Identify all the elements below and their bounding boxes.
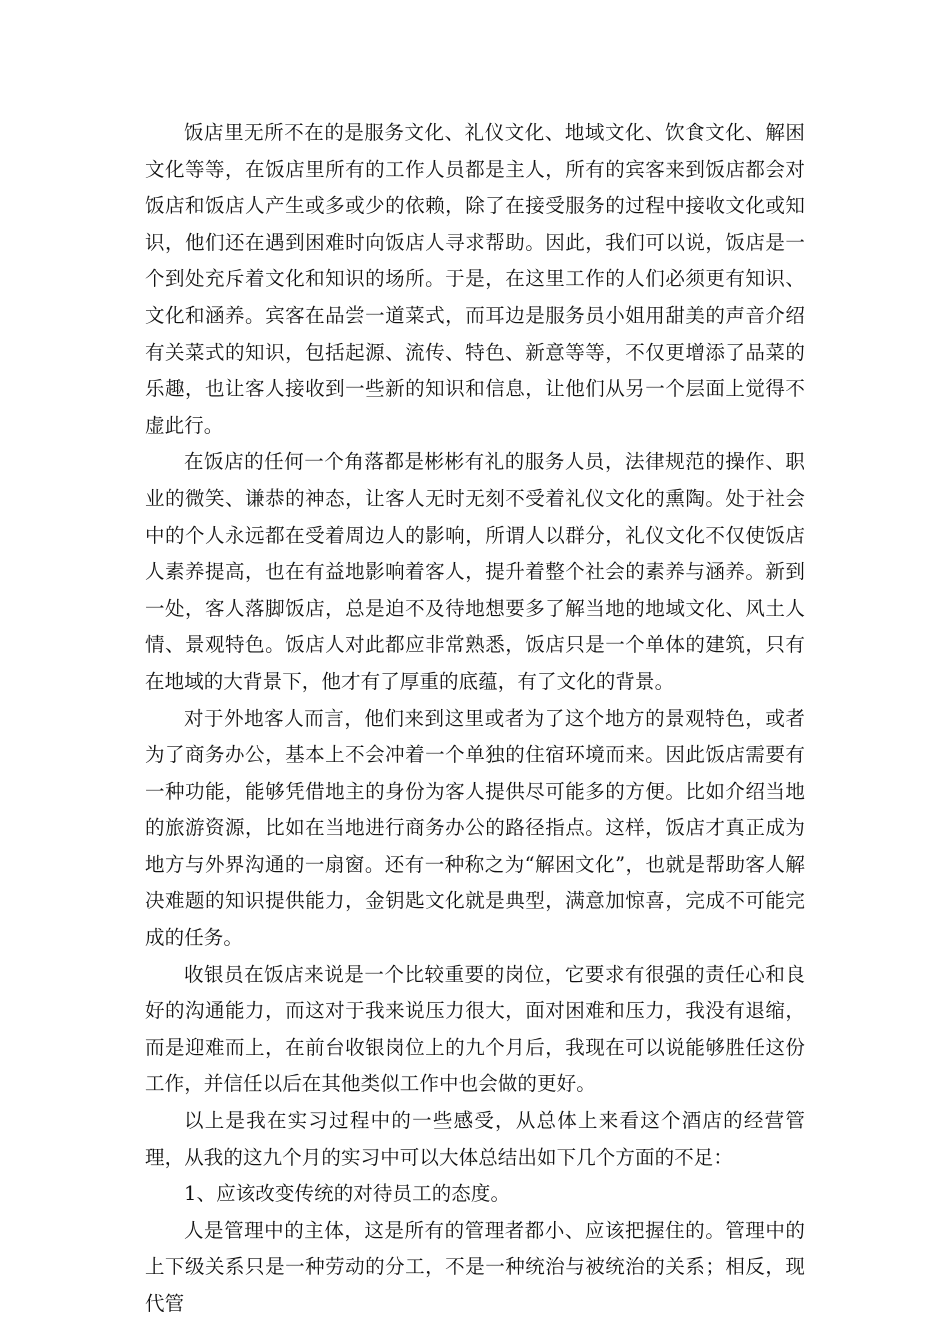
- paragraph-summary-intro: 以上是我在实习过程中的一些感受，从总体上来看这个酒店的经营管理，从我的这九个月的实习中可以大体总结出如下几个方面的不足：: [145, 1109, 805, 1169]
- paragraph-management-subject: 人是管理中的主体，这是所有的管理者都小、应该把握住的。管理中的上下级关系只是一种劳动的分工，不是一种统治与被统治的关系；相反，现代管: [145, 1218, 805, 1315]
- paragraph-guest-needs: 对于外地客人而言，他们来到这里或者为了这个地方的景观特色，或者为了商务办公，基本上不会冲着一个单独的住宿环境而来。因此饭店需要有一种功能，能够凭借地主的身份为客人提供尽可能多的方便。比如介绍当地的旅游资源，比如在当地进行商务办公的路径指点。这样，饭店才真正成为地方与外界沟通的一扇窗。还有一种称之为“解困文化”，也就是帮助客人解决难题的知识提供能力，金钥匙文化就是典型，满意加惊喜，完成不可能完成的任务。: [145, 706, 805, 950]
- paragraph-etiquette-culture: 在饭店的任何一个角落都是彬彬有礼的服务人员，法律规范的操作、职业的微笑、谦恭的神态，让客人无时无刻不受着礼仪文化的熏陶。处于社会中的个人永远都在受着周边人的影响，所谓人以群分，礼仪文化不仅使饭店人素养提高，也在有益地影响着客人，提升着整个社会的素养与涵养。新到一处，客人落脚饭店，总是迫不及待地想要多了解当地的地域文化、风土人情、景观特色。饭店人对此都应非常熟悉，饭店只是一个单体的建筑，只有在地域的大背景下，他才有了厚重的底蕴，有了文化的背景。: [145, 450, 805, 693]
- paragraph-service-culture: 饭店里无所不在的是服务文化、礼仪文化、地域文化、饮食文化、解困文化等等，在饭店里所有的工作人员都是主人，所有的宾客来到饭店都会对饭店和饭店人产生或多或少的依赖，除了在接受服务的过程中接收文化或知识，他们还在遇到困难时向饭店人寻求帮助。因此，我们可以说，饭店是一个到处充斥着文化和知识的场所。于是，在这里工作的人们必须更有知识、文化和涵养。宾客在品尝一道菜式，而耳边是服务员小姐用甜美的声音介绍有关菜式的知识，包括起源、流传、特色、新意等等，不仅更增添了品菜的乐趣，也让客人接收到一些新的知识和信息，让他们从另一个层面上觉得不虚此行。: [145, 121, 805, 437]
- paragraph-point-one-heading: 1、应该改变传统的对待员工的态度。: [184, 1182, 511, 1206]
- document-body: [145, 115, 805, 1323]
- paragraph-cashier-role: 收银员在饭店来说是一个比较重要的岗位，它要求有很强的责任心和良好的沟通能力，而这对于我来说压力很大，面对困难和压力，我没有退缩，而是迎难而上，在前台收银岗位上的九个月后，我现在可以说能够胜任这份工作，并信任以后在其他类似工作中也会做的更好。: [145, 962, 805, 1096]
